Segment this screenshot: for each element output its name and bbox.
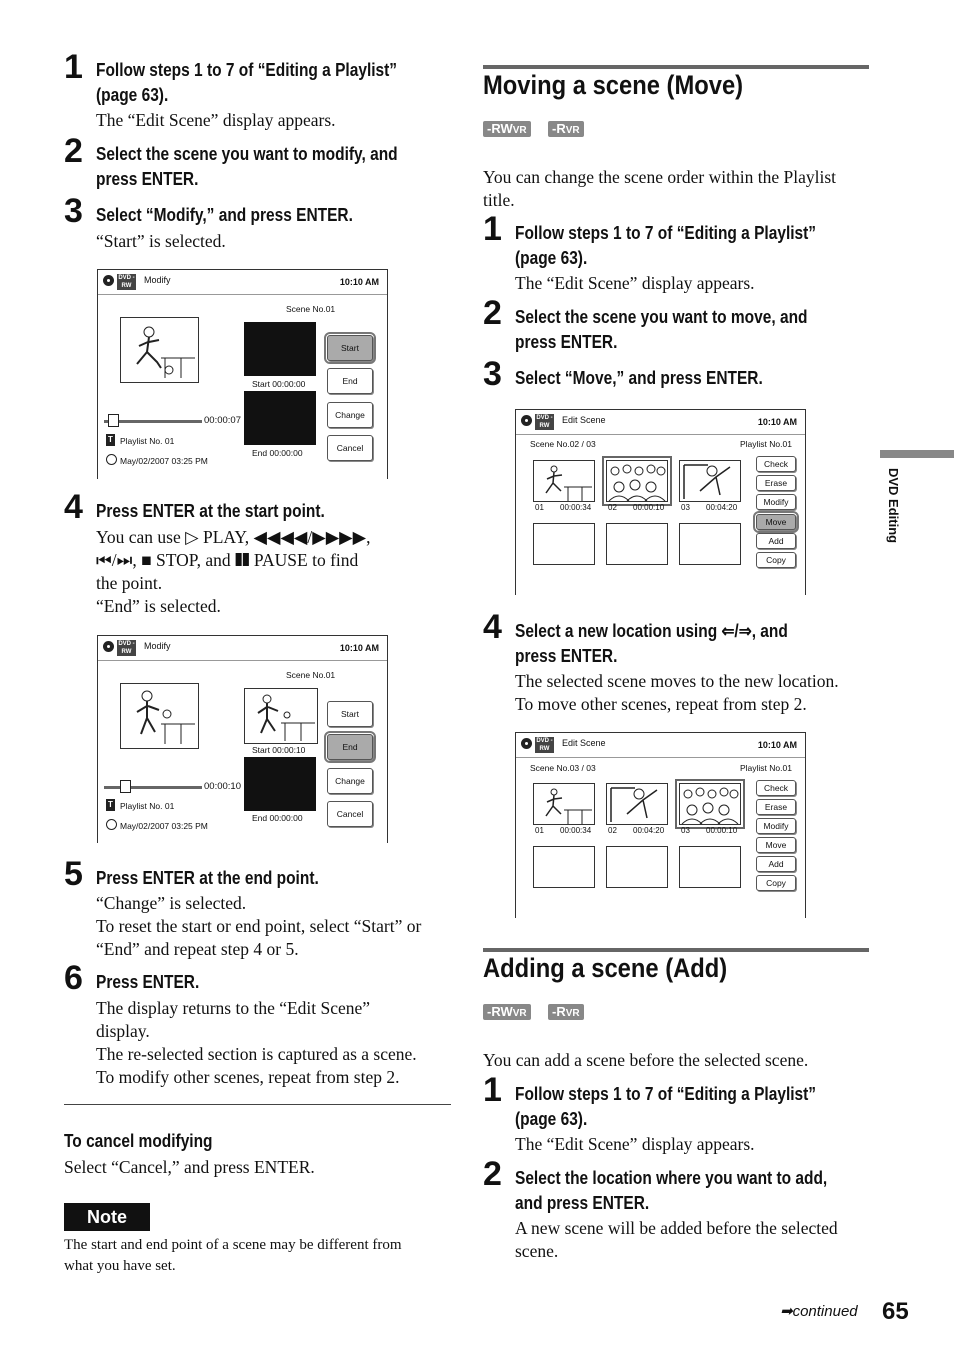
move-button[interactable]: Move bbox=[756, 514, 796, 530]
clock-time: 10:10 AM bbox=[757, 417, 797, 427]
end-frame-preview bbox=[244, 757, 316, 811]
end-frame-preview bbox=[244, 391, 316, 445]
empty-scene-slot bbox=[533, 523, 595, 565]
step-text: To modify other scenes, repeat from step 2. bbox=[96, 1067, 400, 1087]
step-heading: Press ENTER at the end point. bbox=[96, 868, 319, 888]
step-number: 5 bbox=[64, 855, 83, 893]
crowd-icon bbox=[680, 784, 740, 824]
disc-icon bbox=[521, 738, 532, 749]
cancel-button[interactable]: Cancel bbox=[327, 801, 373, 827]
modify-screen-start bbox=[97, 269, 388, 479]
step-number: 2 bbox=[64, 132, 83, 170]
check-button[interactable]: Check bbox=[756, 780, 796, 796]
section-intro: title. bbox=[483, 190, 515, 210]
crowd-icon bbox=[607, 461, 667, 501]
screen-title: Edit Scene bbox=[562, 738, 606, 748]
section-title: Adding a scene (Add) bbox=[483, 953, 728, 983]
screen-title: Modify bbox=[144, 275, 171, 285]
section-intro: You can add a scene before the selected scene. bbox=[483, 1050, 809, 1070]
step-text: display. bbox=[96, 1021, 150, 1041]
screen-header bbox=[98, 636, 387, 661]
step-heading: Follow steps 1 to 7 of “Editing a Playlist” bbox=[96, 60, 398, 80]
step-number: 1 bbox=[483, 1071, 502, 1109]
screen-header bbox=[98, 270, 387, 295]
dvd-rw-icon: DVD -RW bbox=[118, 641, 135, 655]
step-text: ⏮/⏭, ■ STOP, and ❚❚ PAUSE to find bbox=[96, 550, 359, 570]
clock-time: 10:10 AM bbox=[757, 740, 797, 750]
step-number: 2 bbox=[483, 294, 502, 332]
edit-scene-screen-move bbox=[515, 409, 806, 595]
erase-button[interactable]: Erase bbox=[756, 799, 796, 815]
scene-duration: 00:00:10 bbox=[706, 826, 738, 835]
step-heading: (page 63). bbox=[515, 1109, 588, 1129]
dvd-rw-icon: DVD -RW bbox=[118, 275, 135, 289]
start-button[interactable]: Start bbox=[327, 335, 373, 361]
end-button[interactable]: End bbox=[327, 734, 373, 760]
soccer-player-icon bbox=[121, 684, 198, 748]
scene-thumbnail[interactable] bbox=[679, 460, 741, 502]
playlist-number: Playlist No. 01 bbox=[120, 436, 175, 446]
clock-time: 10:10 AM bbox=[339, 643, 379, 653]
step-text: The selected scene moves to the new location. bbox=[515, 671, 839, 691]
step-heading: Press ENTER at the start point. bbox=[96, 501, 325, 521]
step-text: scene. bbox=[515, 1241, 559, 1261]
cancel-button[interactable]: Cancel bbox=[327, 435, 373, 461]
step-heading: Follow steps 1 to 7 of “Editing a Playlist” bbox=[515, 223, 817, 243]
change-button[interactable]: Change bbox=[327, 402, 373, 428]
step-text: You can use ▷ PLAY, ◀◀◀◀/▶▶▶▶, bbox=[96, 527, 371, 547]
scene-thumbnail bbox=[120, 317, 199, 383]
step-heading: press ENTER. bbox=[96, 169, 199, 189]
check-button[interactable]: Check bbox=[756, 456, 796, 472]
step-number: 3 bbox=[64, 192, 83, 230]
disc-icon bbox=[103, 641, 114, 652]
step-text: “End” is selected. bbox=[96, 596, 221, 616]
soccer-player-icon bbox=[534, 784, 594, 824]
subsection-heading: To cancel modifying bbox=[64, 1131, 213, 1151]
playlist-number: Playlist No. 01 bbox=[120, 801, 175, 811]
dvd-rw-icon: DVD -RW bbox=[536, 415, 553, 429]
format-badge-rwvr: -RWVR bbox=[483, 1004, 531, 1020]
clock-icon bbox=[106, 819, 117, 830]
scene-duration: 00:00:34 bbox=[560, 503, 592, 512]
side-tab-label: DVD Editing bbox=[886, 468, 901, 544]
step-heading: Select “Modify,” and press ENTER. bbox=[96, 205, 353, 225]
scene-thumbnail[interactable] bbox=[606, 783, 668, 825]
step-text: the point. bbox=[96, 573, 163, 593]
step-heading: and press ENTER. bbox=[515, 1193, 650, 1213]
format-badge-rvr: -RVR bbox=[548, 121, 584, 137]
scene-thumbnail-selected[interactable] bbox=[606, 460, 668, 502]
scene-duration: 00:00:10 bbox=[633, 503, 665, 512]
modify-screen-end bbox=[97, 635, 388, 843]
note-text: The start and end point of a scene may be different from bbox=[64, 1237, 402, 1253]
step-text: To move other scenes, repeat from step 2. bbox=[515, 694, 807, 714]
step-heading: press ENTER. bbox=[515, 332, 618, 352]
time-counter: 00:00:10 bbox=[204, 781, 241, 792]
format-badge-rwvr: -RWVR bbox=[483, 121, 531, 137]
position-slider[interactable] bbox=[104, 786, 202, 789]
step-number: 1 bbox=[483, 210, 502, 248]
side-tab-bar bbox=[880, 450, 954, 458]
empty-scene-slot bbox=[606, 846, 668, 888]
scene-thumbnail bbox=[120, 683, 199, 749]
step-heading: Select the scene you want to move, and bbox=[515, 307, 808, 327]
step-heading: Follow steps 1 to 7 of “Editing a Playlist” bbox=[515, 1084, 817, 1104]
scene-index: 03 bbox=[681, 826, 690, 835]
playlist-number: Playlist No.01 bbox=[740, 763, 792, 773]
copy-button[interactable]: Copy bbox=[756, 875, 796, 891]
step-text: The “Edit Scene” display appears. bbox=[515, 273, 755, 293]
scene-number: Scene No.01 bbox=[286, 670, 336, 680]
scene-index: 02 bbox=[608, 826, 617, 835]
soccer-player-icon bbox=[534, 461, 594, 501]
scene-index: 01 bbox=[535, 826, 544, 835]
step-text: To reset the start or end point, select “Start” or bbox=[96, 916, 422, 936]
soccer-player-icon bbox=[121, 318, 198, 382]
scene-index: 03 bbox=[681, 503, 690, 512]
start-time-label: Start 00:00:10 bbox=[252, 745, 306, 755]
screen-header bbox=[516, 410, 805, 435]
step-number: 2 bbox=[483, 1155, 502, 1193]
step-text: “End” and repeat step 4 or 5. bbox=[96, 939, 299, 959]
scene-number: Scene No.01 bbox=[286, 304, 336, 314]
change-button[interactable]: Change bbox=[327, 768, 373, 794]
disc-icon bbox=[103, 275, 114, 286]
time-counter: 00:00:07 bbox=[204, 415, 241, 426]
empty-scene-slot bbox=[679, 846, 741, 888]
step-heading: Select the location where you want to add, bbox=[515, 1168, 828, 1188]
scene-duration: 00:04:20 bbox=[633, 826, 665, 835]
modify-button[interactable]: Modify bbox=[756, 494, 796, 510]
modify-button[interactable]: Modify bbox=[756, 818, 796, 834]
step-number: 1 bbox=[64, 48, 83, 86]
step-heading: Press ENTER. bbox=[96, 972, 200, 992]
start-time-label: Start 00:00:00 bbox=[252, 379, 306, 389]
step-text: The display returns to the “Edit Scene” bbox=[96, 998, 371, 1018]
step-heading: Select a new location using ⇐/⇒, and bbox=[515, 621, 788, 641]
empty-scene-slot bbox=[679, 523, 741, 565]
start-frame-preview bbox=[244, 688, 318, 744]
move-button[interactable]: Move bbox=[756, 837, 796, 853]
scene-thumbnail-selected[interactable] bbox=[679, 783, 741, 825]
note-text: what you have set. bbox=[64, 1258, 176, 1274]
section-intro: You can change the scene order within the Playlist bbox=[483, 167, 836, 187]
erase-button[interactable]: Erase bbox=[756, 475, 796, 491]
format-badge-rvr: -RVR bbox=[548, 1004, 584, 1020]
end-time-label: End 00:00:00 bbox=[252, 813, 303, 823]
title-icon: T bbox=[106, 434, 115, 446]
section-rule bbox=[483, 65, 869, 69]
side-tab bbox=[886, 468, 906, 568]
goalkeeper-icon bbox=[680, 461, 740, 501]
section-rule bbox=[483, 948, 869, 952]
scene-thumbnail[interactable] bbox=[533, 783, 595, 825]
record-date: May/02/2007 03:25 PM bbox=[120, 821, 208, 831]
clock-time: 10:10 AM bbox=[339, 277, 379, 287]
step-text: A new scene will be added before the selected bbox=[515, 1218, 838, 1238]
scene-index: 02 bbox=[608, 503, 617, 512]
screen-title: Edit Scene bbox=[562, 415, 606, 425]
goalkeeper-icon bbox=[607, 784, 667, 824]
end-button[interactable]: End bbox=[327, 368, 373, 394]
page-number: 65 bbox=[882, 1298, 909, 1325]
continued-indicator: ➡continued bbox=[780, 1303, 858, 1320]
step-text: “Start” is selected. bbox=[96, 231, 226, 251]
step-heading: Select the scene you want to modify, and bbox=[96, 144, 398, 164]
step-text: The “Edit Scene” display appears. bbox=[515, 1134, 755, 1154]
arrow-right-icon: ➡ bbox=[780, 1303, 793, 1320]
empty-scene-slot bbox=[533, 846, 595, 888]
step-text: The re-selected section is captured as a scene. bbox=[96, 1044, 417, 1064]
step-text: “Change” is selected. bbox=[96, 893, 247, 913]
subsection-text: Select “Cancel,” and press ENTER. bbox=[64, 1157, 315, 1177]
step-number: 6 bbox=[64, 959, 83, 997]
dvd-rw-icon: DVD -RW bbox=[536, 738, 553, 752]
screen-title: Modify bbox=[144, 641, 171, 651]
scene-counter: Scene No.02 / 03 bbox=[530, 439, 596, 449]
step-number: 4 bbox=[483, 608, 502, 646]
record-date: May/02/2007 03:25 PM bbox=[120, 456, 208, 466]
playlist-number: Playlist No.01 bbox=[740, 439, 792, 449]
step-number: 4 bbox=[64, 488, 83, 526]
clock-icon bbox=[106, 454, 117, 465]
scene-index: 01 bbox=[535, 503, 544, 512]
scene-counter: Scene No.03 / 03 bbox=[530, 763, 596, 773]
end-time-label: End 00:00:00 bbox=[252, 448, 303, 458]
edit-scene-screen-moved bbox=[515, 732, 806, 918]
add-button[interactable]: Add bbox=[756, 856, 796, 872]
copy-button[interactable]: Copy bbox=[756, 552, 796, 568]
start-frame-preview bbox=[244, 322, 316, 376]
step-heading: (page 63). bbox=[515, 248, 588, 268]
section-title: Moving a scene (Move) bbox=[483, 70, 744, 100]
step-heading: press ENTER. bbox=[515, 646, 618, 666]
soccer-player-icon bbox=[245, 689, 317, 743]
start-button[interactable]: Start bbox=[327, 701, 373, 727]
disc-icon bbox=[521, 415, 532, 426]
scene-duration: 00:04:20 bbox=[706, 503, 738, 512]
empty-scene-slot bbox=[606, 523, 668, 565]
slider-handle[interactable] bbox=[108, 414, 119, 427]
note-label: Note bbox=[64, 1203, 150, 1231]
scene-duration: 00:00:34 bbox=[560, 826, 592, 835]
divider bbox=[64, 1104, 451, 1105]
scene-thumbnail[interactable] bbox=[533, 460, 595, 502]
step-number: 3 bbox=[483, 355, 502, 393]
step-text: The “Edit Scene” display appears. bbox=[96, 110, 336, 130]
step-heading: (page 63). bbox=[96, 85, 169, 105]
slider-handle[interactable] bbox=[120, 780, 131, 793]
title-icon: T bbox=[106, 799, 115, 811]
add-button[interactable]: Add bbox=[756, 533, 796, 549]
screen-header bbox=[516, 733, 805, 758]
step-heading: Select “Move,” and press ENTER. bbox=[515, 368, 763, 388]
